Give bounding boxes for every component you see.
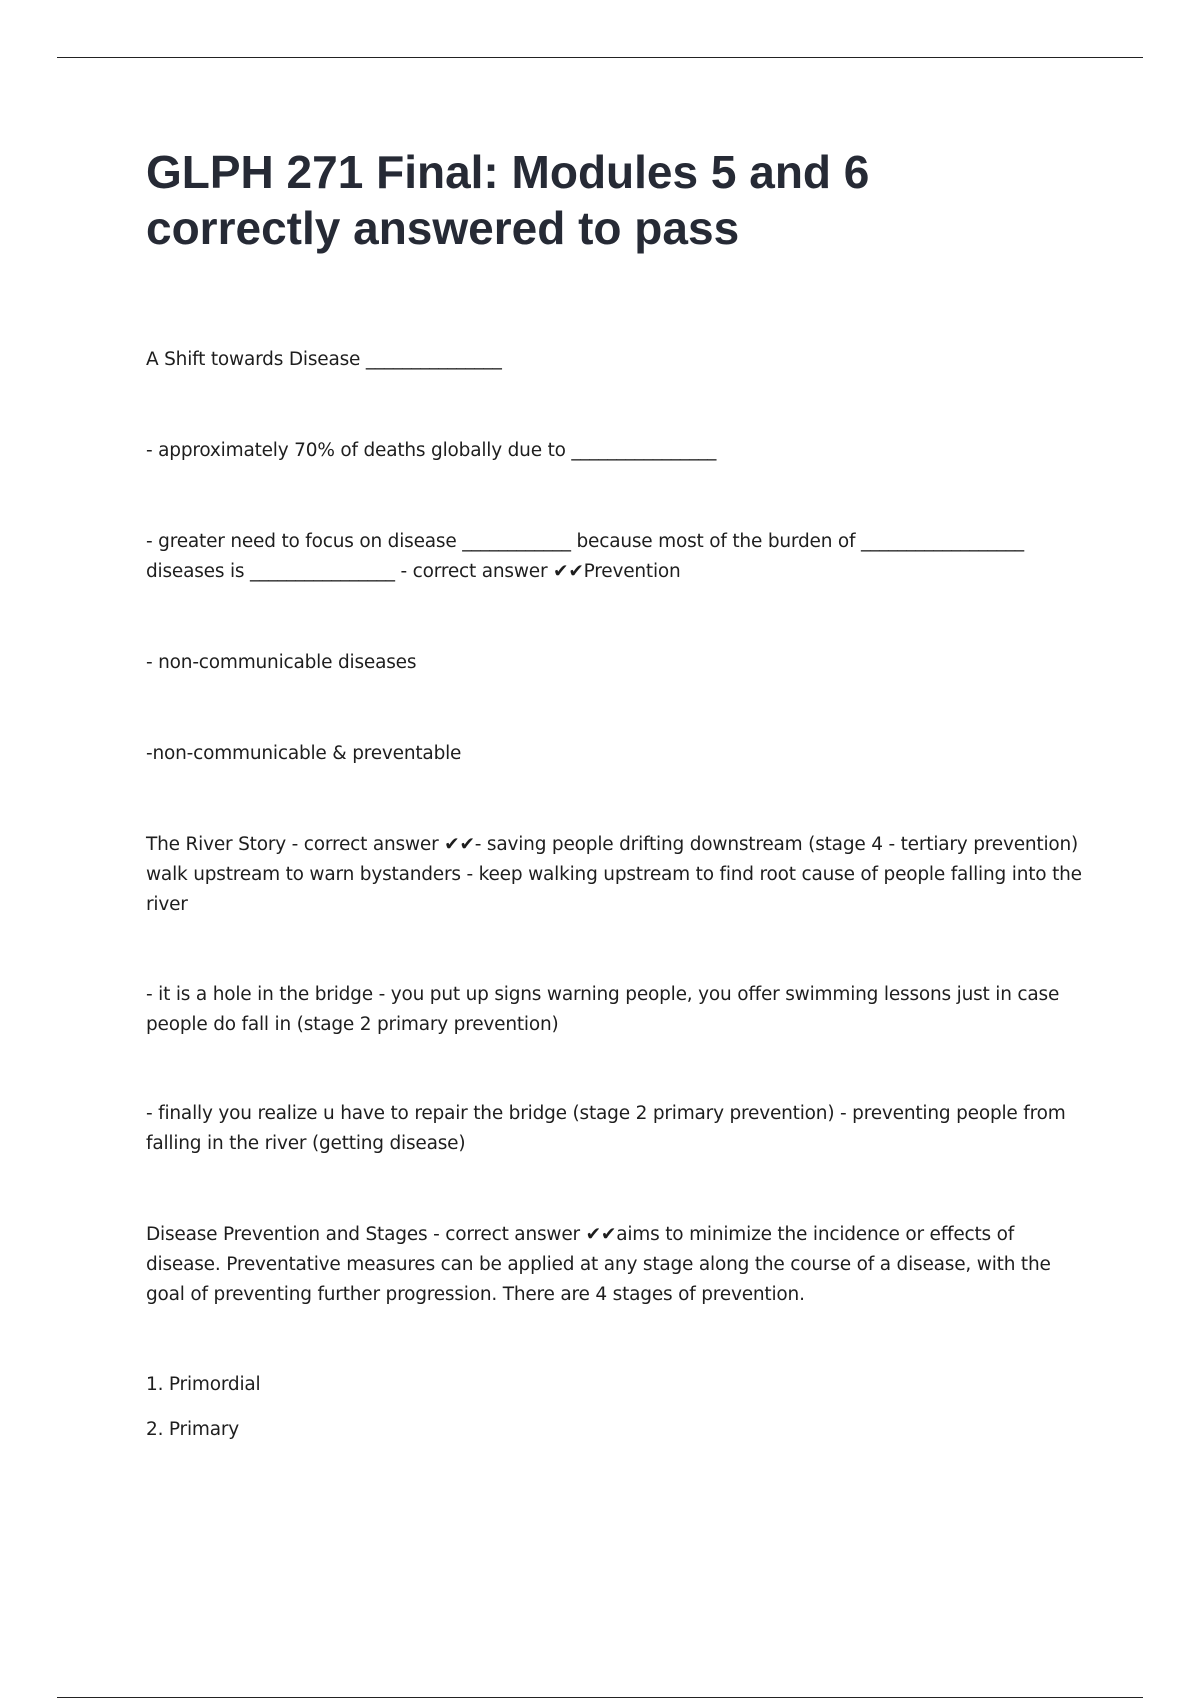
paragraph-repair-bridge: - finally you realize u have to repair the bridge (stage 2 primary prevention) - preventing people from falling in the river (getting disease) xyxy=(146,1103,1066,1154)
top-rule xyxy=(57,57,1143,58)
paragraph-shift-towards-disease: A Shift towards Disease _______________ xyxy=(146,349,502,370)
paragraph-prevention-answer: - greater need to focus on disease ____________ because most of the burden of __________________ diseases is ________________ - correct answer ✔✔Prevention xyxy=(146,531,1024,582)
document-title: GLPH 271 Final: Modules 5 and 6 correctly answered to pass xyxy=(146,146,870,254)
paragraph-deaths-globally: - approximately 70% of deaths globally due to ________________ xyxy=(146,440,717,461)
bottom-rule xyxy=(57,1697,1143,1698)
list-item-primordial: 1. Primordial xyxy=(146,1374,261,1395)
paragraph-non-communicable-preventable: -non-communicable & preventable xyxy=(146,743,462,764)
list-item-primary: 2. Primary xyxy=(146,1419,240,1440)
paragraph-hole-in-bridge: - it is a hole in the bridge - you put up signs warning people, you offer swimming lessons just in case people do fall in (stage 2 primary prevention) xyxy=(146,984,1060,1035)
paragraph-disease-prevention-stages: Disease Prevention and Stages - correct answer ✔✔aims to minimize the incidence or effects of disease. Preventative measures can be applied at any stage along the course of a disease, with the goal of preventing further progression. There are 4 stages of prevention. xyxy=(146,1224,1051,1305)
paragraph-river-story: The River Story - correct answer ✔✔- saving people drifting downstream (stage 4 - tertiary prevention) walk upstream to warn bystanders - keep walking upstream to find root cause of people falling into the river xyxy=(146,834,1082,915)
page-header xyxy=(146,144,1086,256)
paragraph-non-communicable: - non-communicable diseases xyxy=(146,652,417,673)
